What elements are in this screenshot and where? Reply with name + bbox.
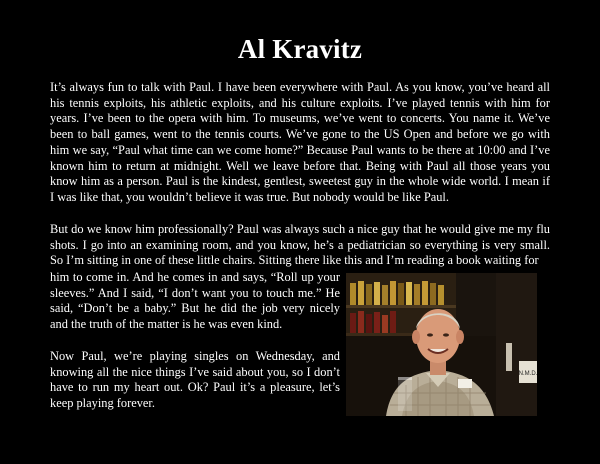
paragraph-2-continued: him to come in. And he comes in and says, “Roll up your sleeves.” And I said, “I don’t want you to touch me.” He said, “Don’t be a baby.” But he did the job very nicely and the truth of the matter is he was even kind. bbox=[50, 270, 340, 332]
sign-text: N.M.D. bbox=[518, 371, 537, 377]
paragraph-3: Now Paul, we’re playing singles on Wednesday, and knowing all the nice things I’ve said about you, so I don’t have to run my heart out. Ok? Paul it’s a pleasure, let’s keep playing forever. bbox=[50, 349, 340, 411]
paragraph-2: But do we know him professionally? Paul was always such a nice guy that he would give me my flu shots. I go into an examining room, and you know, he’s a pediatrician so everything is very small. So I’m sitting in one of these little chairs. Sitting there like this and I’m reading a book waiting for bbox=[50, 222, 550, 268]
paragraph-1: It’s always fun to talk with Paul. I have been everywhere with Paul. As you know, you’ve heard all his tennis exploits, his athletic exploits, and his culture exploits. I’ve played tennis with him for years. I’ve been to the opera with him. To museums, we’ve went to concerts. You name it. We’ve been to ball games, went to the tennis courts. We’ve gone to the US Open and before we go with him we say, “Paul what time can we come home?” Because Paul wants to be there at 10:00 and I’ve known him to return at midnight. Well we leave before that. Being with Paul all those years you know him as a person. Paul is the kindest, gentlest, sweetest guy in the whole wide world. I mean if I was like that, you wouldn’t believe it was true. But nobody would be like Paul. bbox=[50, 80, 550, 204]
page-title: Al Kravitz bbox=[237, 34, 363, 64]
portrait-photo bbox=[346, 273, 537, 416]
